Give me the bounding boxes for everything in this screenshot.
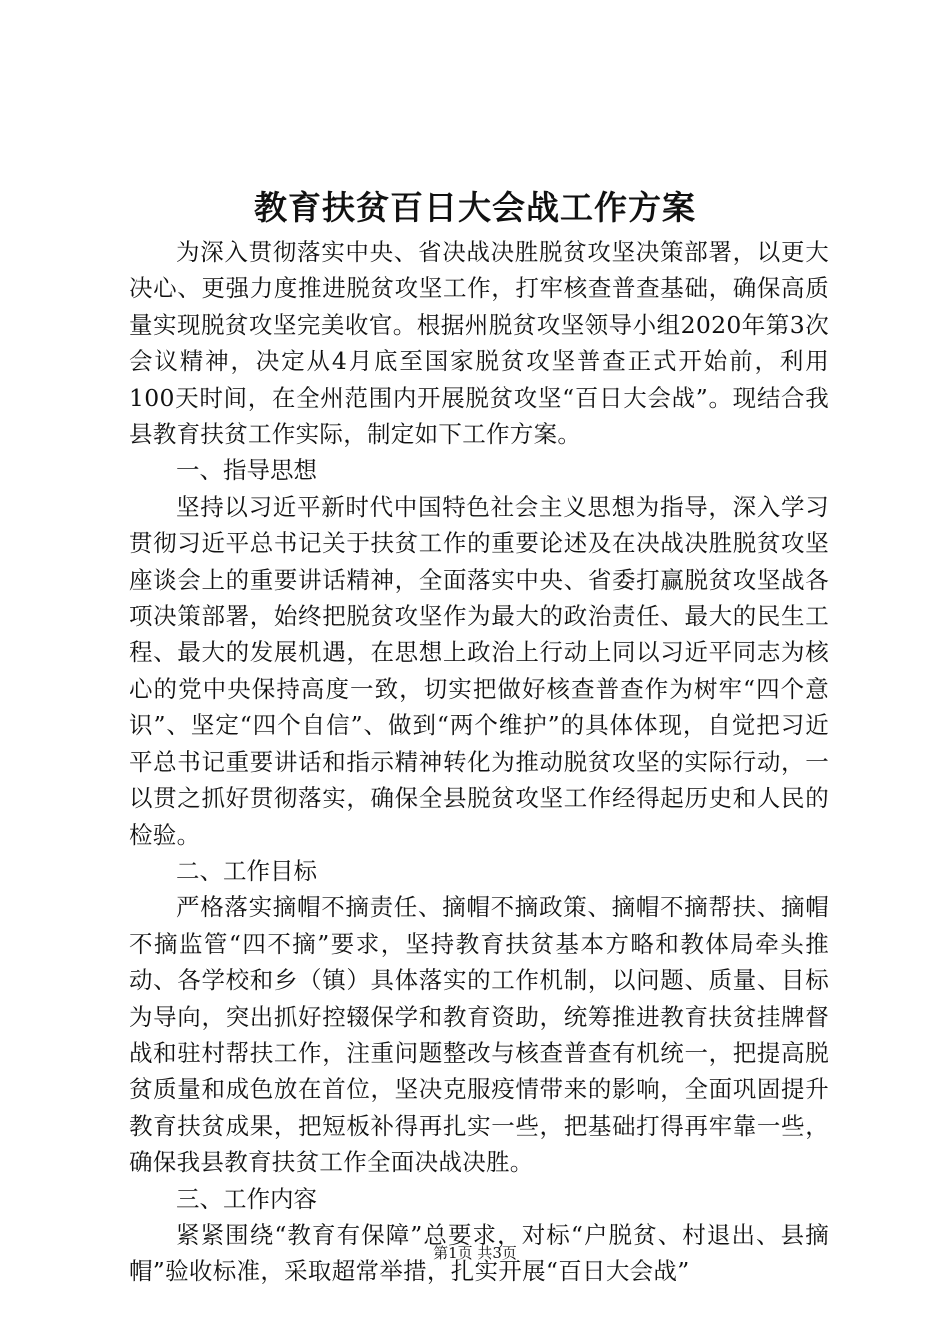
intro-paragraph: 为深入贯彻落实中央、省决战决胜脱贫攻坚决策部署，以更大决心、更强力度推进脱贫攻坚工作，打牢核查普查基础，确保高质量实现脱贫攻坚完美收官。根据州脱贫攻坚领导小组2020年第3次会议精神，决定从4月底至国家脱贫攻坚普查正式开始前，利用100天时间，在全州范围内开展脱贫攻坚“百日大会战”。现结合我县教育扶贫工作实际，制定如下工作方案。 xyxy=(129,238,829,449)
document-body xyxy=(129,234,829,1290)
document-title: 教育扶贫百日大会战工作方案 xyxy=(254,188,696,227)
page-number-footer: 第1页 共3页 xyxy=(433,1244,517,1262)
section-paragraph-work-content: 紧紧围绕“教育有保障”总要求，对标“户脱贫、村退出、县摘帽”验收标准，采取超常举措，扎实开展“百日大会战” xyxy=(129,1220,829,1286)
section-heading-work-content: 三、工作内容 xyxy=(176,1184,317,1213)
section-heading-work-goals: 二、工作目标 xyxy=(176,856,317,885)
section-paragraph-guiding-thought: 坚持以习近平新时代中国特色社会主义思想为指导，深入学习贯彻习近平总书记关于扶贫工作的重要论述及在决战决胜脱贫攻坚座谈会上的重要讲话精神，全面落实中央、省委打赢脱贫攻坚战各项决策部署，始终把脱贫攻坚作为最大的政治责任、最大的民生工程、最大的发展机遇，在思想上政治上行动上同以习近平同志为核心的党中央保持高度一致，切实把做好核查普查作为树牢“四个意识”、坚定“四个自信”、做到“两个维护”的具体体现，自觉把习近平总书记重要讲话和指示精神转化为推动脱贫攻坚的实际行动，一以贯之抓好贯彻落实，确保全县脱贫攻坚工作经得起历史和人民的检验。 xyxy=(129,492,829,849)
section-heading-guiding-thought: 一、指导思想 xyxy=(176,456,317,485)
section-paragraph-work-goals: 严格落实摘帽不摘责任、摘帽不摘政策、摘帽不摘帮扶、摘帽不摘监管“四不摘”要求，坚持教育扶贫基本方略和教体局牵头推动、各学校和乡（镇）具体落实的工作机制，以问题、质量、目标为导向，突出抓好控辍保学和教育资助，统筹推进教育扶贫挂牌督战和驻村帮扶工作，注重问题整改与核查普查有机统一，把提高脱贫质量和成色放在首位，坚决克服疫情带来的影响，全面巩固提升教育扶贫成果，把短板补得再扎实一些，把基础打得再牢靠一些，确保我县教育扶贫工作全面决战决胜。 xyxy=(129,893,829,1177)
